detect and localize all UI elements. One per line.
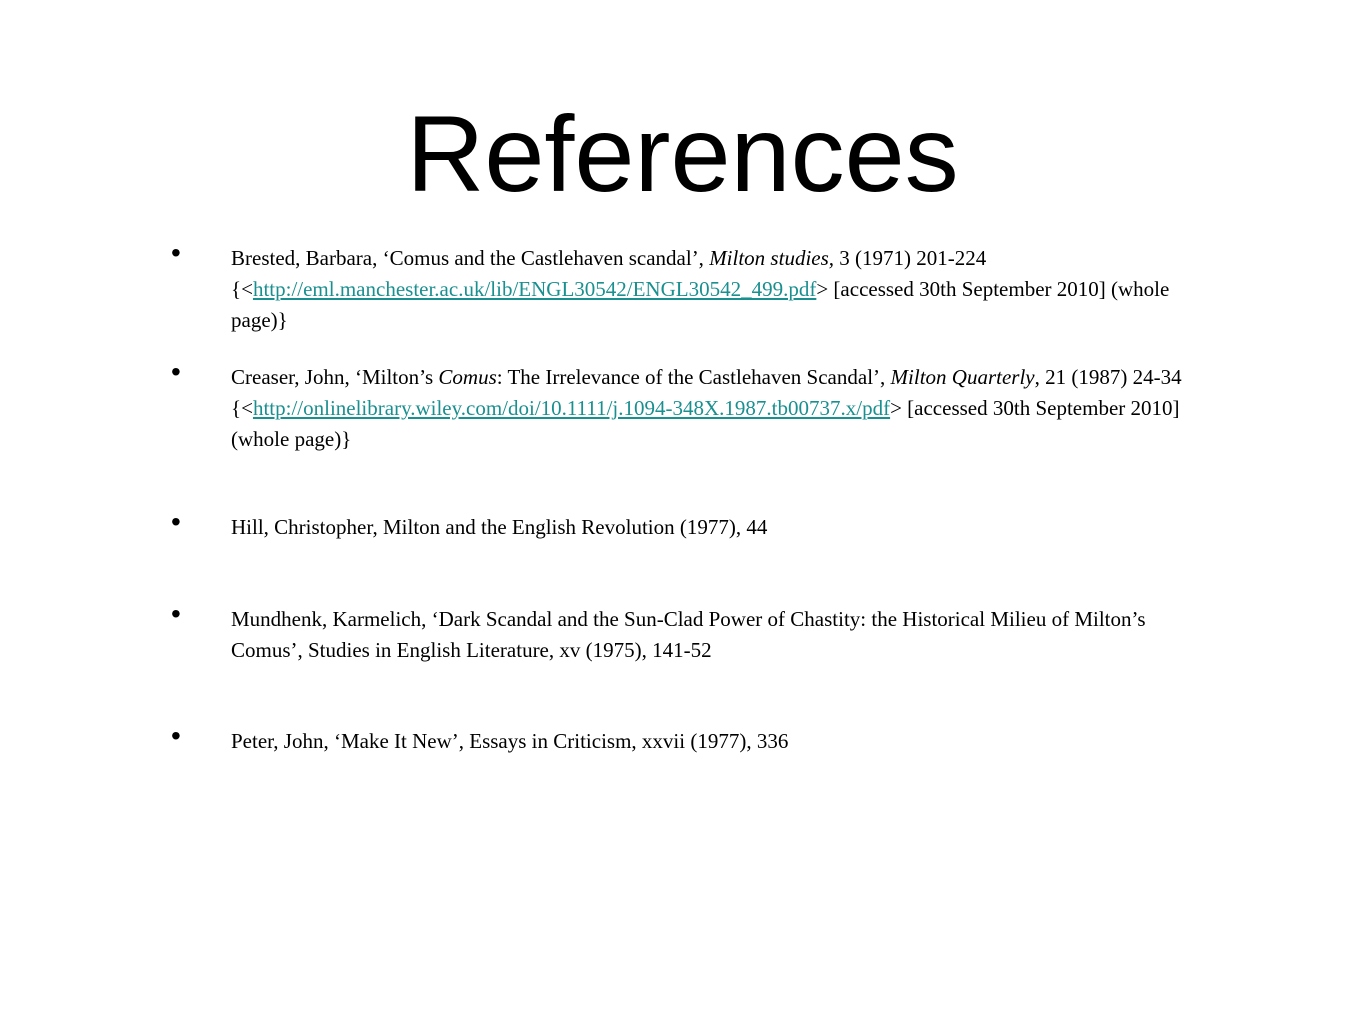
page-title: References: [406, 93, 959, 214]
bullet-icon: •: [171, 506, 181, 537]
reference-item-mundhenk: [171, 598, 1196, 666]
reference-item-brested: [171, 237, 1196, 336]
reference-text: Creaser, John, ‘Milton’s: [231, 365, 439, 389]
reference-text: > [accessed 30th September 2010] (whole page)}: [231, 396, 1180, 451]
reference-text: Brested, Barbara, ‘Comus and the Castlehaven scandal’,: [231, 246, 710, 270]
bullet-icon: •: [171, 720, 181, 751]
reference-item-hill: [171, 506, 1196, 543]
reference-item-peter: [171, 720, 1196, 757]
reference-journal: Milton studies,: [709, 246, 835, 270]
reference-text: Peter, John, ‘Make It New’, Essays in Criticism, xxvii (1977), 336: [231, 729, 789, 753]
reference-link[interactable]: http://onlinelibrary.wiley.com/doi/10.1111/j.1094-348X.1987.tb00737.x/pdf: [252, 396, 891, 420]
reference-text: , 21 (1987) 24-34 {<: [231, 365, 1182, 420]
reference-text: Hill, Christopher, Milton and the English Revolution (1977), 44: [231, 515, 768, 539]
reference-text: Mundhenk, Karmelich, ‘Dark Scandal and the Sun-Clad Power of Chastity: the Historical Milieu of Milton’s Comus’, Studies in English Literature, xv (1975), 141-52: [231, 607, 1146, 662]
bullet-icon: •: [171, 356, 181, 387]
reference-text: 3 (1971) 201-224 {<: [231, 246, 987, 301]
bullet-icon: •: [171, 598, 181, 629]
reference-work-title: Comus: [438, 365, 497, 389]
reference-text: > [accessed 30th September 2010] (whole page)}: [231, 277, 1170, 332]
bullet-icon: •: [171, 237, 181, 268]
reference-item-creaser: [171, 356, 1196, 455]
reference-link[interactable]: http://eml.manchester.ac.uk/lib/ENGL30542/ENGL30542_499.pdf: [252, 277, 817, 301]
reference-text: : The Irrelevance of the Castlehaven Scandal’,: [496, 365, 891, 389]
reference-journal: Milton Quarterly: [890, 365, 1035, 389]
